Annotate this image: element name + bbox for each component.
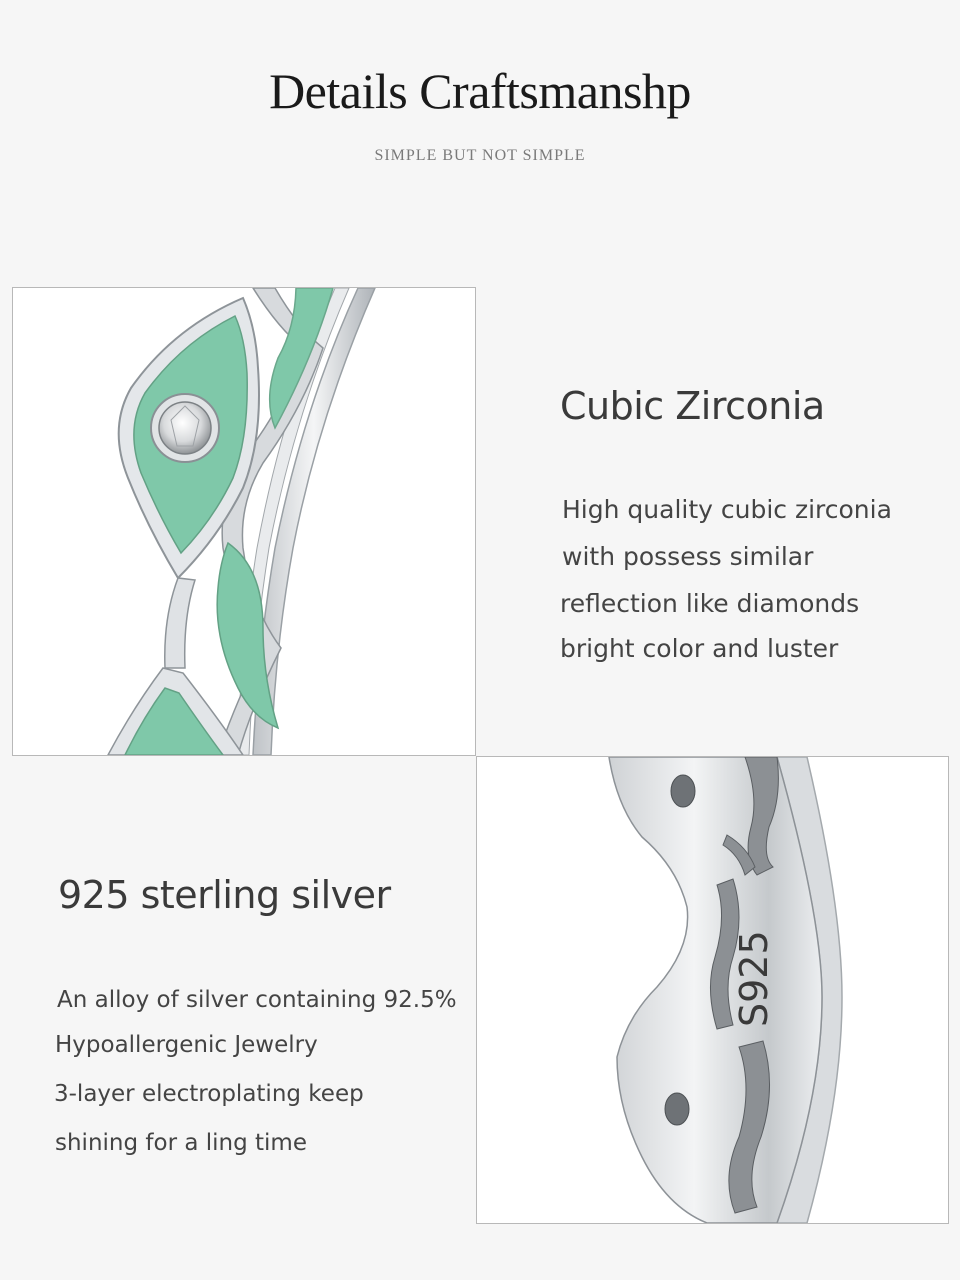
silver-line-3: 3-layer electroplating keep: [54, 1081, 364, 1107]
page-subtitle: SIMPLE BUT NOT SIMPLE: [374, 147, 586, 164]
silver-heading: 925 sterling silver: [58, 873, 391, 917]
zirconia-line-3: reflection like diamonds: [560, 589, 860, 618]
zirconia-heading: Cubic Zirconia: [560, 384, 825, 428]
silver-line-1: An alloy of silver containing 92.5%: [57, 987, 457, 1013]
s925-stamp: S925: [732, 930, 776, 1027]
page-title: Details Craftsmanshp: [269, 63, 691, 119]
zirconia-line-2: with possess similar: [562, 542, 814, 571]
zirconia-line-1: High quality cubic zirconia: [562, 495, 892, 524]
ring-inner-photo-s925: [476, 756, 949, 1224]
ring-closeup-photo-zirconia: [12, 287, 476, 756]
zirconia-line-4: bright color and luster: [560, 634, 839, 663]
ring-inner-illustration: [477, 757, 948, 1223]
silver-line-4: shining for a ling time: [55, 1130, 307, 1156]
silver-line-2: Hypoallergenic Jewelry: [55, 1032, 318, 1058]
ring-closeup-illustration: [13, 288, 475, 755]
